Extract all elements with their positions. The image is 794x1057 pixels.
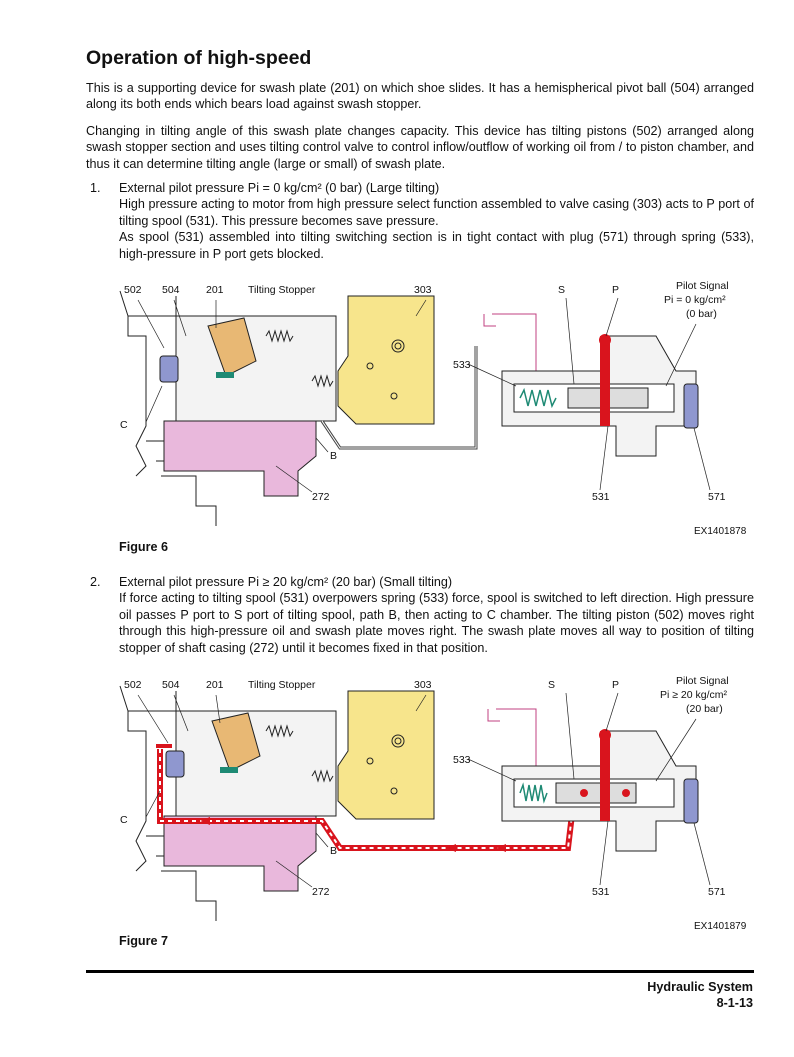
intro-paragraph-1: This is a supporting device for swash plate (201) on which shoe slides. It has a hemispherical pivot ball (504) arranged along its both ends which bears load against swash stopper. <box>86 81 754 112</box>
label-303: 303 <box>414 679 432 691</box>
label-p-port: P <box>612 679 620 691</box>
label-502: 502 <box>124 284 142 296</box>
list-item-number: 1. <box>90 181 101 195</box>
figure-6-caption: Figure 6 <box>119 540 168 554</box>
list-item-heading: External pilot pressure Pi ≥ 20 kg/cm² (20 bar) (Small tilting) <box>119 575 453 589</box>
label-tilting-stopper: Tilting Stopper <box>248 284 316 296</box>
list-item-line: High pressure acting to motor from high pressure select function assembled to valve casing (303) acts to P port of tilting spool (531). This pressure becomes save pressure. <box>119 197 754 228</box>
label-c-chamber: C <box>120 419 128 431</box>
list-item-line: As spool (531) assembled into tilting switching section is in tight contact with plug (571) through spring (533), high-pressure in P port gets blocked. <box>119 230 754 261</box>
label-531: 531 <box>592 491 610 503</box>
list-item-body <box>119 574 754 656</box>
figure-6-id: EX1401878 <box>694 526 747 537</box>
label-s-port: S <box>548 679 556 691</box>
page-title: Operation of high-speed <box>86 47 312 69</box>
list-item-number: 2. <box>90 575 101 589</box>
label-571: 571 <box>708 491 726 503</box>
hydraulic-diagram-large-tilting <box>116 276 758 526</box>
label-571: 571 <box>708 886 726 898</box>
label-272: 272 <box>312 886 330 898</box>
label-pilot-signal: Pilot Signal <box>676 675 729 687</box>
label-tilting-stopper: Tilting Stopper <box>248 679 316 691</box>
list-item-heading: External pilot pressure Pi = 0 kg/cm² (0 bar) (Large tilting) <box>119 181 440 195</box>
figure-7-id: EX1401879 <box>694 921 747 932</box>
label-pilot-bar: (0 bar) <box>686 308 717 320</box>
label-b-path: B <box>330 450 338 462</box>
figure-6-diagram <box>116 276 758 526</box>
label-531: 531 <box>592 886 610 898</box>
label-s-port: S <box>558 284 566 296</box>
list-item-line: If force acting to tilting spool (531) overpowers spring (533) force, spool is switched to left direction. High pressure oil passes P port to S port of tilting spool, path B, then acting to C chamber. The tilting piston (502) moves right through this high-pressure oil and swash plate moves right. The swash plate moves all way to position of tilting stopper of shaft casing (272) until it becomes fixed in that position. <box>119 591 754 655</box>
figure-7-diagram <box>116 671 758 921</box>
hydraulic-diagram-small-tilting <box>116 671 758 921</box>
label-pilot-pressure: Pi ≥ 20 kg/cm² <box>660 689 728 701</box>
list-item-body <box>119 180 754 262</box>
footer-page-number: 8-1-13 <box>716 996 753 1010</box>
label-272: 272 <box>312 491 330 503</box>
label-c-chamber: C <box>120 814 128 826</box>
label-303: 303 <box>414 284 432 296</box>
label-pilot-bar: (20 bar) <box>686 703 723 715</box>
figure-7-caption: Figure 7 <box>119 934 168 948</box>
label-504: 504 <box>162 284 180 296</box>
label-504: 504 <box>162 679 180 691</box>
footer-section: Hydraulic System <box>647 980 753 994</box>
label-201: 201 <box>206 284 224 296</box>
label-pilot-pressure: Pi = 0 kg/cm² <box>664 294 726 306</box>
intro-paragraph-2: Changing in tilting angle of this swash plate changes capacity. This device has tilting pistons (502) arranged along swash stopper section and uses tilting control valve to control inflow/outflow of working oil from / to piston chamber, and thus it can determine tilting angle (large or small) of swash plate. <box>86 124 754 171</box>
label-p-port: P <box>612 284 620 296</box>
label-201: 201 <box>206 679 224 691</box>
label-502: 502 <box>124 679 142 691</box>
label-pilot-signal: Pilot Signal <box>676 280 729 292</box>
label-b-path: B <box>330 845 338 857</box>
footer-rule <box>86 970 754 973</box>
label-533: 533 <box>453 359 471 371</box>
label-533: 533 <box>453 754 471 766</box>
